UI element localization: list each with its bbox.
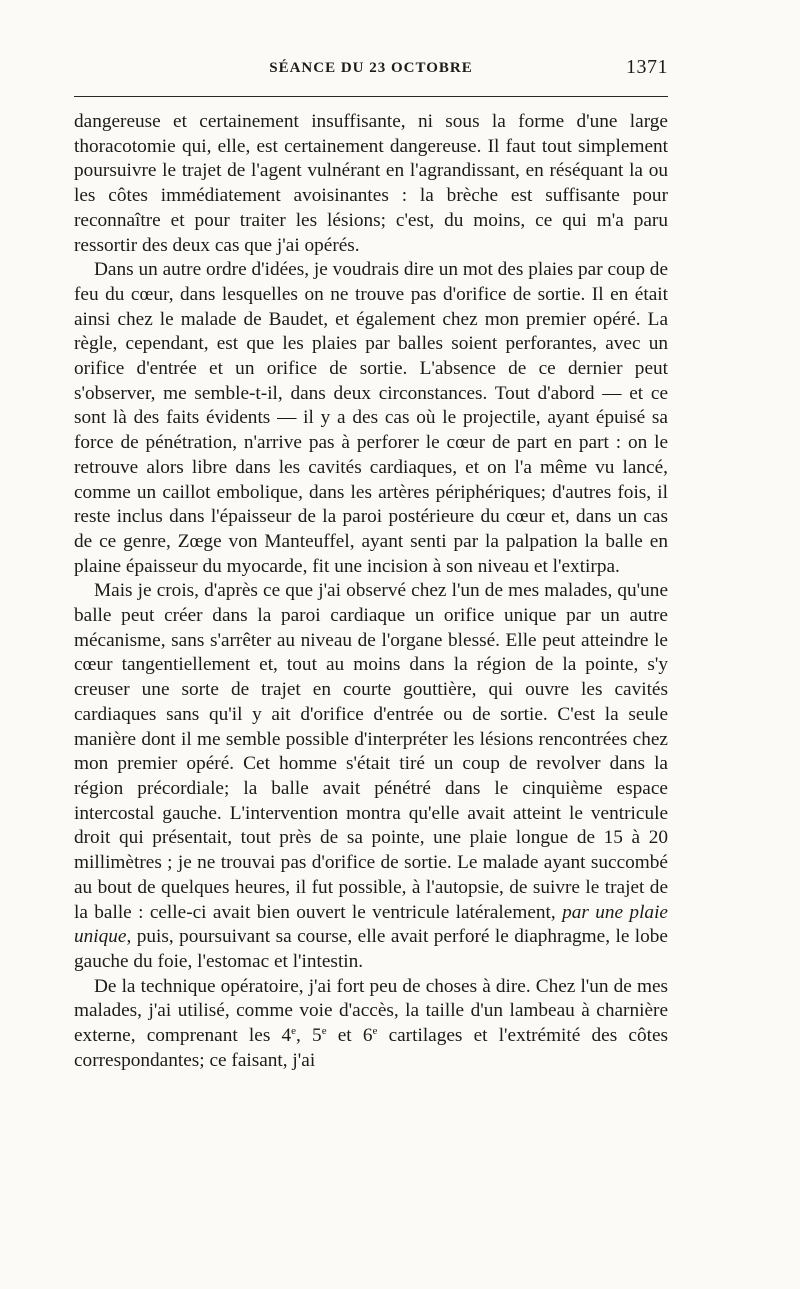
paragraph-4-text-c: et 6 xyxy=(326,1025,373,1047)
paragraph-3-text-b: , puis, poursuivant sa course, elle avait perforé le diaphragme, le lobe gauche du foie, l'estomac et l'intestin. xyxy=(74,926,668,972)
paragraph-4-text-b: , 5 xyxy=(296,1025,322,1047)
paragraph-3-text-a: Mais je crois, d'après ce que j'ai observé chez l'un de mes malades, qu'une balle peut créer dans la paroi cardiaque un orifice unique par un autre mécanisme, sans s'arrêter au niveau de l'organe blessé. Elle peut atteindre le cœur tangentiellement et, tout au moins dans la région de la pointe, s'y creuser une sorte de trajet en courte gouttière, qui ouvre les cavités cardiaques sans qu'il y ait d'orifice d'entrée ou de sortie. C'est la seule manière dont il me semble possible d'interpréter les lésions rencontrées chez mon premier opéré. Cet homme s'était tiré un coup de revolver dans la région précordiale; la balle avait pénétré dans le cinquième espace intercostal gauche. L'intervention montra qu'elle avait atteint le ventricule droit qui présentait, tout près de sa pointe, une plaie longue de 15 à 20 millimètres ; je ne trouvai pas d'orifice de sortie. Le malade ayant succombé au bout de quelques heures, il fut possible, à l'autopsie, de suivre le trajet de la balle : celle-ci avait bien ouvert le ventricule latéralement, xyxy=(74,580,668,923)
paragraph-4 xyxy=(74,975,668,1074)
paragraph-4-text-d: cartilages et l'extrémité des côtes correspondantes; ce faisant, j'ai xyxy=(74,1025,669,1071)
superscript-e: e xyxy=(291,1025,297,1038)
paragraph-3 xyxy=(74,579,668,974)
paragraph-2: Dans un autre ordre d'idées, je voudrais dire un mot des plaies par coup de feu du cœur, dans lesquelles on ne trouve pas d'orifice de sortie. Il en était ainsi chez le malade de Baudet, et également chez mon premier opéré. La règle, cependant, est que les plaies par balles soient perforantes, avec un orifice d'entrée et un orifice de sortie. L'absence de ce dernier peut s'observer, me semble-t-il, dans deux circonstances. Tout d'abord — et ce sont là des faits évidents — il y a des cas où le projectile, ayant épuisé sa force de pénétration, n'arrive pas à perforer le cœur de part en part : on le retrouve alors libre dans les cavités cardiaques, et on l'a même vu lancé, comme un caillot embolique, dans les artères périphériques; d'autres fois, il reste inclus dans l'épaisseur de la paroi postérieure du cœur et, dans un cas de ce genre, Zœge von Manteuffel, ayant senti par la palpation la balle en plaine épaisseur du myocarde, fit une incision à son niveau et l'extirpa. xyxy=(74,259,668,577)
page-number: 1371 xyxy=(626,56,668,78)
page-header xyxy=(74,56,668,86)
running-head: SÉANCE DU 23 OCTOBRE xyxy=(269,60,473,76)
body-text xyxy=(74,110,668,1073)
superscript-e: e xyxy=(372,1025,378,1038)
italic-phrase: par une plaie unique xyxy=(74,901,668,948)
header-rule xyxy=(74,96,668,97)
paragraph-4-text-a: De la technique opératoire, j'ai fort peu de choses à dire. Chez l'un de mes malades, j'ai utilisé, comme voie d'accès, la taille d'un lambeau à charnière externe, comprenant les 4 xyxy=(74,975,668,1047)
paragraph-1: dangereuse et certainement insuffisante, ni sous la forme d'une large thoracotomie qui, elle, est certainement dangereuse. Il faut tout simplement poursuivre le trajet de l'agent vulnérant en l'agrandissant, en réséquant la ou les côtes immédiatement avoisinantes : la brèche est suffisante pour reconnaître et pour traiter les lésions; c'est, du moins, ce qui m'a paru ressortir des deux cas que j'ai opérés. xyxy=(74,111,668,256)
superscript-e: e xyxy=(321,1025,327,1038)
